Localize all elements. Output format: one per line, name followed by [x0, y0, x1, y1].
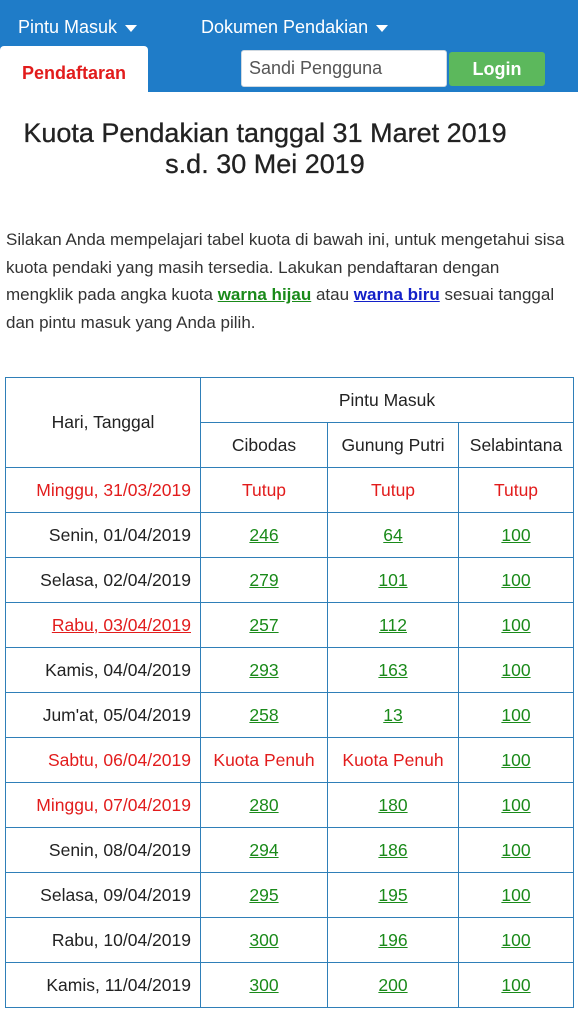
quota-link-selabintana[interactable]: 100	[501, 749, 531, 770]
table-row	[6, 603, 574, 648]
tab-pendaftaran-label: Pendaftaran	[21, 62, 127, 83]
quota-link-selabintana[interactable]: 100	[501, 569, 531, 590]
quota-link-cibodas[interactable]: 300	[249, 974, 279, 995]
quota-link-selabintana[interactable]: 100	[501, 659, 531, 680]
password-input[interactable]	[241, 50, 447, 87]
chevron-down-icon	[125, 25, 137, 32]
quota-link-cibodas[interactable]: 294	[249, 839, 279, 860]
status-closed: Tutup	[201, 468, 328, 513]
quota-link-cibodas[interactable]: 258	[249, 704, 279, 725]
row-date: Selasa, 09/04/2019	[6, 873, 201, 918]
quota-link-cibodas[interactable]: 279	[249, 569, 279, 590]
page-title-line1: Kuota Pendakian tanggal 31 Maret 2019	[23, 118, 507, 148]
chevron-down-icon	[376, 25, 388, 32]
row-date	[6, 603, 201, 648]
quota-link-cibodas[interactable]: 293	[249, 659, 279, 680]
table-row	[6, 963, 574, 1008]
pintu-masuk-menu[interactable]	[18, 17, 137, 38]
row-date: Minggu, 07/04/2019	[6, 783, 201, 828]
login-button[interactable]: Login	[449, 52, 545, 86]
table-row	[6, 873, 574, 918]
page-title-line2: s.d. 30 Mei 2019	[165, 149, 365, 179]
table-row	[6, 918, 574, 963]
status-full: Kuota Penuh	[201, 738, 328, 783]
quota-link-gunung-putri[interactable]: 64	[383, 524, 403, 545]
header-cibodas: Cibodas	[201, 423, 328, 468]
quota-link-cibodas[interactable]: 295	[249, 884, 279, 905]
quota-link-gunung-putri[interactable]: 163	[378, 659, 408, 680]
header-hari-tanggal: Hari, Tanggal	[6, 378, 201, 468]
row-date: Kamis, 11/04/2019	[6, 963, 201, 1008]
status-closed: Tutup	[328, 468, 459, 513]
quota-link-cibodas[interactable]: 257	[249, 614, 279, 635]
header-pintu-masuk: Pintu Masuk	[201, 378, 574, 423]
quota-link-gunung-putri[interactable]: 180	[378, 794, 408, 815]
quota-link-selabintana[interactable]: 100	[501, 839, 531, 860]
table-row	[6, 828, 574, 873]
blue-link[interactable]: warna biru	[353, 285, 440, 304]
status-closed: Tutup	[459, 468, 574, 513]
table-row	[6, 738, 574, 783]
row-date: Selasa, 02/04/2019	[6, 558, 201, 603]
quota-link-gunung-putri[interactable]: 101	[378, 569, 408, 590]
table-row	[6, 783, 574, 828]
quota-link-selabintana[interactable]: 100	[501, 929, 531, 950]
quota-link-selabintana[interactable]: 100	[501, 884, 531, 905]
quota-link-cibodas[interactable]: 280	[249, 794, 279, 815]
quota-link-gunung-putri[interactable]: 196	[378, 929, 408, 950]
quota-link-selabintana[interactable]: 100	[501, 974, 531, 995]
quota-link-gunung-putri[interactable]: 112	[379, 614, 407, 635]
quota-link-gunung-putri[interactable]: 195	[378, 884, 408, 905]
quota-link-cibodas[interactable]: 300	[249, 929, 279, 950]
intro-text-1: Silakan Anda mempelajari tabel kuota di bawah ini, untuk mengetahui sisa kuota pendaki yang masih tersedia. Lakukan pendaftaran dengan mengklik pada angka kuota	[6, 230, 565, 304]
quota-link-cibodas[interactable]: 246	[249, 524, 279, 545]
quota-table	[5, 377, 574, 1008]
quota-link-gunung-putri[interactable]: 186	[378, 839, 408, 860]
quota-link-selabintana[interactable]: 100	[501, 704, 531, 725]
row-date: Kamis, 04/04/2019	[6, 648, 201, 693]
quota-link-gunung-putri[interactable]: 13	[383, 704, 403, 725]
intro-text-2: atau	[311, 285, 354, 304]
intro-text-3: sesuai tanggal dan pintu masuk yang Anda pilih.	[6, 285, 555, 332]
quota-link-selabintana[interactable]: 100	[501, 614, 531, 635]
row-date-label: Rabu, 03/04/2019	[51, 614, 191, 635]
quota-link-gunung-putri[interactable]: 200	[378, 974, 408, 995]
tab-pendaftaran[interactable]	[0, 46, 148, 92]
intro-paragraph	[6, 226, 566, 336]
top-navbar	[0, 0, 578, 92]
table-row	[6, 468, 574, 513]
table-row	[6, 693, 574, 738]
pintu-masuk-menu-label: Pintu Masuk	[18, 17, 118, 37]
row-date: Rabu, 10/04/2019	[6, 918, 201, 963]
page-title	[0, 118, 530, 180]
quota-link-selabintana[interactable]: 100	[501, 524, 531, 545]
table-row	[6, 513, 574, 558]
row-date: Senin, 08/04/2019	[6, 828, 201, 873]
dokumen-pendakian-menu[interactable]	[201, 17, 388, 38]
status-full: Kuota Penuh	[328, 738, 459, 783]
green-link[interactable]: warna hijau	[217, 285, 312, 304]
dokumen-pendakian-menu-label: Dokumen Pendakian	[201, 17, 369, 37]
row-date: Senin, 01/04/2019	[6, 513, 201, 558]
row-date: Jum'at, 05/04/2019	[6, 693, 201, 738]
header-gunung-putri: Gunung Putri	[328, 423, 459, 468]
row-date: Sabtu, 06/04/2019	[6, 738, 201, 783]
header-selabintana: Selabintana	[459, 423, 574, 468]
table-row	[6, 648, 574, 693]
row-date: Minggu, 31/03/2019	[6, 468, 201, 513]
quota-link-selabintana[interactable]: 100	[501, 794, 531, 815]
table-row	[6, 558, 574, 603]
